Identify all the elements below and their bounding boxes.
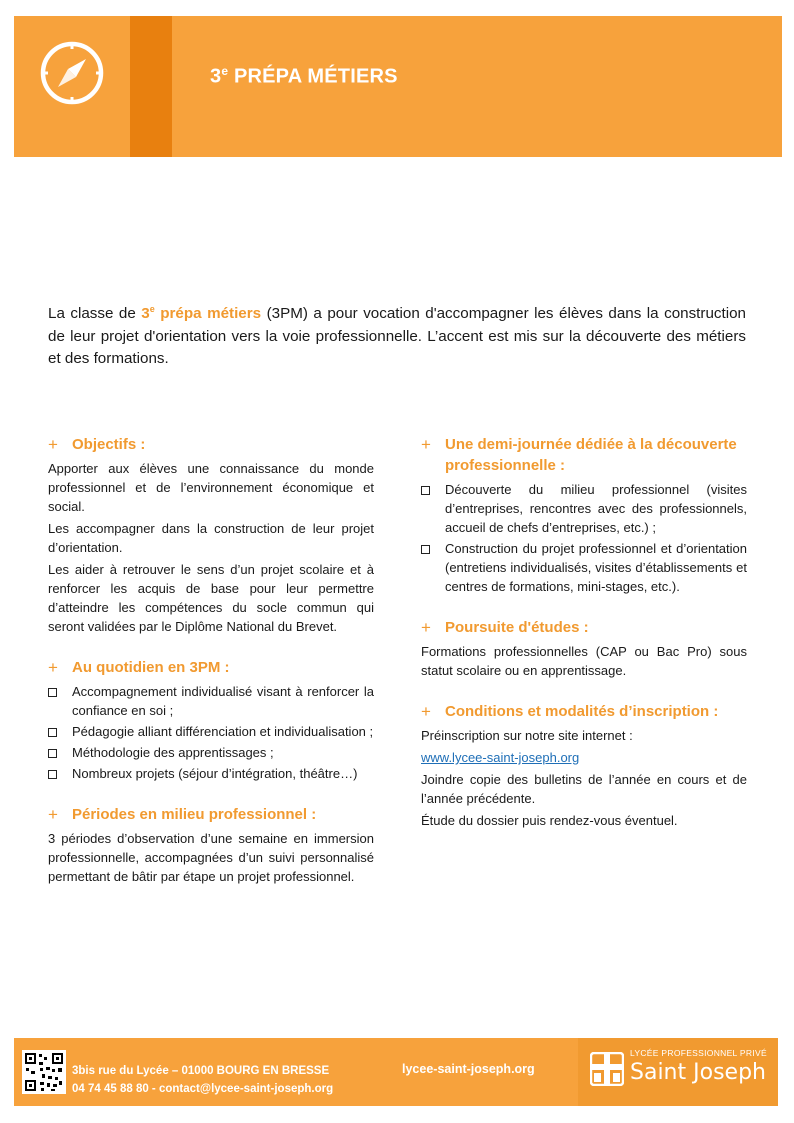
- paragraph: Préinscription sur notre site internet :: [421, 728, 633, 743]
- section-objectifs: [48, 434, 374, 636]
- section-title: + Périodes en milieu professionnel :: [48, 805, 317, 824]
- bullet-list: [48, 682, 374, 783]
- contact-line: 04 74 45 88 80 - contact@lycee-saint-joseph.org: [72, 1083, 334, 1095]
- plus-icon: +: [421, 435, 431, 454]
- list-item: Accompagnement individualisé visant à renforcer la confiance en soi ;: [48, 682, 374, 720]
- list-item: Méthodologie des apprentissages ;: [48, 743, 374, 762]
- checkbox-square-icon: [48, 728, 57, 737]
- paragraph: Apporter aux élèves une connaissance du monde professionnel et de l’environnement économique et social.: [48, 461, 374, 514]
- footer-website[interactable]: lycee-saint-joseph.org: [402, 1062, 535, 1076]
- section-demi-journee: [421, 434, 747, 596]
- paragraph: Joindre copie des bulletins de l’année en cours et de l’année précédente.: [421, 772, 747, 806]
- website-link[interactable]: www.lycee-saint-joseph.org: [421, 750, 580, 765]
- logo-name: Saint Joseph: [630, 1060, 766, 1085]
- list-item: Nombreux projets (séjour d’intégration, théâtre…): [48, 764, 374, 783]
- header-dark-band: [130, 16, 172, 157]
- qr-code-icon[interactable]: [22, 1050, 66, 1094]
- checkbox-square-icon: [421, 545, 430, 554]
- paragraph: 3 périodes d’observation d’une semaine en immersion professionnelle, accompagnées d’un suivi personnalisé permettant de bâtir par étape un projet professionnel.: [48, 831, 374, 884]
- section-quotidien: [48, 657, 374, 783]
- section-conditions: [421, 701, 747, 830]
- intro-paragraph: La classe de 3e prépa métiers (3PM) a pour vocation d'accompagner les élèves dans la construction de leur projet d'orientation vers la voie professionnelle. L’accent est mis sur la découverte des métiers et des formations.: [48, 304, 746, 368]
- list-item: Découverte du milieu professionnel (visites d’entreprises, rencontres avec des professionnels, accueil de chefs d’entreprises, etc.) ;: [421, 480, 747, 537]
- section-periodes: [48, 804, 374, 886]
- page-footer: [14, 1038, 778, 1106]
- address-line: 3bis rue du Lycée – 01000 BOURG EN BRESSE: [72, 1065, 330, 1077]
- page-header: [14, 16, 782, 157]
- compass-icon: [38, 39, 106, 107]
- footer-address: [72, 1062, 333, 1098]
- logo-subtitle: LYCÉE PROFESSIONNEL PRIVÉ: [630, 1048, 767, 1058]
- checkbox-square-icon: [421, 486, 430, 495]
- paragraph: Les aider à retrouver le sens d’un projet scolaire et à renforcer les acquis de base pour leur permettre d’atteindre les compétences du socle commun qui seront validées par le Diplôme National du Brevet.: [48, 562, 374, 634]
- intro-accent: 3e prépa métiers: [141, 304, 262, 323]
- paragraph: Étude du dossier puis rendez-vous éventuel.: [421, 813, 678, 828]
- section-title: + Une demi-journée dédiée à la découverte professionnelle :: [421, 435, 737, 474]
- section-poursuite: [421, 617, 747, 680]
- list-item: Construction du projet professionnel et d’orientation (entretiens individualisés, visites d’établissements et centres de formations, mini-stages, etc.).: [421, 539, 747, 596]
- checkbox-square-icon: [48, 749, 57, 758]
- section-title: + Poursuite d'études :: [421, 618, 589, 637]
- plus-icon: +: [48, 805, 58, 824]
- checkbox-square-icon: [48, 770, 57, 779]
- paragraph: Les accompagner dans la construction de leur projet d’orientation.: [48, 521, 374, 555]
- page-title: 3e PRÉPA MÉTIERS: [210, 64, 398, 88]
- plus-icon: +: [48, 658, 58, 677]
- cross-logo-icon: [590, 1052, 624, 1086]
- checkbox-square-icon: [48, 688, 57, 697]
- section-title: + Conditions et modalités d’inscription :: [421, 702, 719, 721]
- right-column: [421, 434, 747, 851]
- list-item: Pédagogie alliant différenciation et individualisation ;: [48, 722, 374, 741]
- section-title: + Au quotidien en 3PM :: [48, 658, 230, 677]
- school-logo: [578, 1038, 778, 1106]
- plus-icon: +: [421, 702, 431, 721]
- section-title: + Objectifs :: [48, 435, 146, 454]
- left-column: [48, 434, 374, 907]
- plus-icon: +: [421, 618, 431, 637]
- bullet-list: [421, 480, 747, 596]
- paragraph: Formations professionnelles (CAP ou Bac Pro) sous statut scolaire ou en apprentissage.: [421, 644, 747, 678]
- plus-icon: +: [48, 435, 58, 454]
